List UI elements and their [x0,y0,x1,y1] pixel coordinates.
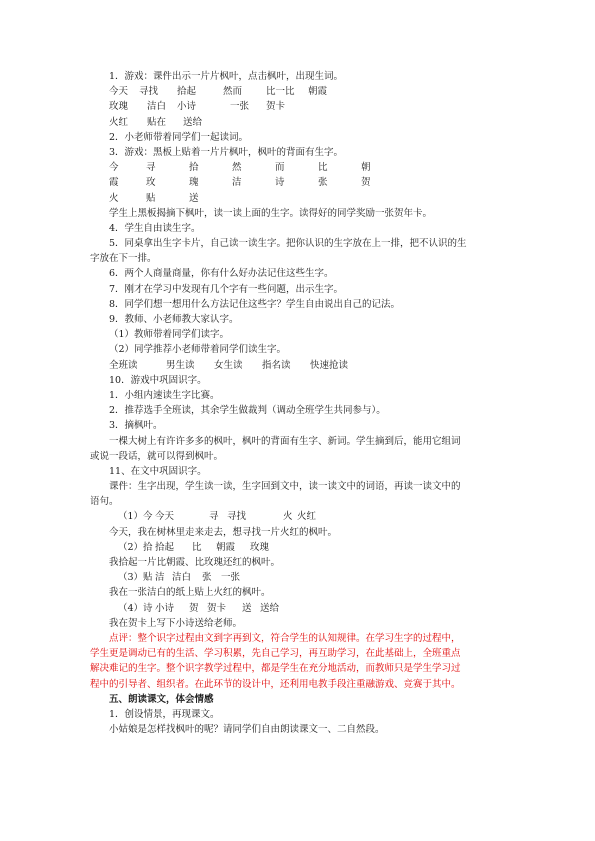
word: 火红 [109,116,129,128]
paragraph-line-1: 一棵大树上有许许多多的枫叶，枫叶的背面有生字、新词。学生摘到后，能用它组词 [109,435,461,447]
word: 比一比 [266,86,295,98]
group-word: 贺卡 [207,602,227,614]
group-word: （1）今 [118,511,153,523]
step-10-sub-3: 3．摘枫叶。 [109,420,163,432]
group-word: 洁白 [172,572,192,584]
reading-mode: 快速抢读 [310,359,349,371]
word: 然而 [223,86,243,98]
step-7: 7．刚才在学习中发现有几个字有一些问题，出示生字。 [109,283,344,295]
char: 诗 [275,177,285,189]
group-word: 小诗 [155,602,175,614]
word: 朝霞 [308,86,328,98]
char: 贴 [146,192,156,204]
group-1-row [90,509,510,524]
group-word: 送 [242,602,252,614]
word-row-1 [90,84,510,99]
section-5-question: 小姑娘是怎样找枫叶的呢？请同学们自由朗读课文一、二自然段。 [109,724,385,736]
step-5-line-1: 5．同桌拿出生字卡片，自己读一读生字。把你认识的生字放在上一排，把不认识的生 [109,238,467,250]
word: 寻找 [139,86,159,98]
char: 贺 [361,177,371,189]
group-word: 火 [283,511,293,523]
group-word: 拾起 [155,541,175,553]
word: 小诗 [177,101,197,113]
section-5-step-1: 1．创设情景，再现课文。 [109,708,220,720]
char-row-2 [90,175,510,190]
char-row-1 [90,160,510,175]
section-5-heading: 五、朗读课文，体会情感 [109,693,214,705]
group-word: 比 [192,541,202,553]
step-9-sub-1: （1）教师带着同学们读字。 [109,329,230,341]
group-word: 洁 [155,572,165,584]
group-word: 火红 [297,511,317,523]
group-word: 今天 [155,511,175,523]
comment-line-2: 学生更是调动已有的生活、学习积累，先自己学习，再互助学习，在此基础上，全班重点 [90,648,461,660]
char: 玫 [146,177,156,189]
reading-mode: 指名读 [262,359,291,371]
paragraph: 学生上黑板揭摘下枫叶，读一读上面的生字。读得好的同学奖励一张贺年卡。 [109,207,433,219]
word: 一张 [230,101,250,113]
char: 然 [232,162,242,174]
char: 霞 [109,177,119,189]
step-11: 11、在文中巩固识字。 [109,465,207,477]
group-2-row [90,540,510,555]
char: 张 [318,177,328,189]
group-word: 朝霞 [216,541,236,553]
word-row-2 [90,99,510,114]
group-4-row [90,601,510,616]
word: 今天 [109,86,129,98]
word-row-3 [90,115,510,130]
step-4: 4．学生自由读生字。 [109,222,201,234]
step-5-line-2: 字放在下一排。 [90,253,157,265]
step-3-heading: 3．游戏：黑板上贴着一片片枫叶，枫叶的背面有生字。 [109,146,344,158]
word: 洁白 [147,101,167,113]
comment-line-3: 解决难记的生字。整个识字教学过程中，都是学生在充分地活动，而教师只是学生学习过 [90,663,461,675]
char: 瑰 [189,177,199,189]
courseware-line-2: 语句。 [90,496,119,508]
step-10-sub-2: 2．推荐选手全班读，其余学生做裁判（调动全班学生共同参与）。 [109,405,386,417]
group-word: （4）诗 [118,602,153,614]
step-2: 2．小老师带着同学们一起读词。 [109,131,249,143]
group-word: （2）拾 [118,541,153,553]
courseware-line-1: 课件：生字出现，学生读一读，生字回到文中，读一读文中的词语，再读一读文中的 [109,481,461,493]
word: 贺卡 [266,101,286,113]
reading-mode: 男生读 [166,359,195,371]
group-word: 张 [202,572,212,584]
word: 拾起 [177,86,197,98]
reading-mode: 女生读 [214,359,243,371]
char: 寻 [146,162,156,174]
char: 拾 [189,162,199,174]
group-word: 玫瑰 [250,541,270,553]
group-2-sentence: 我拾起一片比朝霞、比玫瑰还红的枫叶。 [109,557,281,568]
group-word: 送给 [260,602,280,614]
reading-modes-row [90,358,510,373]
group-word: 寻找 [227,511,247,523]
char: 比 [318,162,328,174]
step-8: 8．同学们想一想用什么方法记住这些字？学生自由说出自己的记法。 [109,298,401,310]
paragraph-line-2: 或说一段话，就可以得到枫叶。 [90,450,224,462]
group-word: 一张 [221,572,241,584]
char: 送 [189,192,199,204]
char: 洁 [232,177,242,189]
char: 火 [109,192,119,204]
group-word: 贺 [189,602,199,614]
char: 朝 [361,162,371,174]
char-row-3 [90,191,510,206]
group-3-sentence: 我在一张洁白的纸上贴上火红的枫叶。 [109,587,271,599]
step-6: 6．两个人商量商量，你有什么好办法记住这些生字。 [109,268,334,280]
step-10-sub-1: 1．小组内速读生字比赛。 [109,389,220,401]
comment-line-1: 点评：整个识字过程由文到字再到文，符合学生的认知规律。在学习生字的过程中， [109,632,461,644]
word: 贴在 [147,116,167,128]
comment-line-4: 程中的引导者、组织者。在此环节的设计中，还利用电教手段注重融游戏、竞赛于其中。 [90,678,461,690]
char: 而 [275,162,285,174]
step-1-heading: 1．游戏：课件出示一片片枫叶，点击枫叶，出现生词。 [109,71,344,82]
group-1-sentence: 今天，我在树林里走来走去，想寻找一片火红的枫叶。 [109,526,338,538]
group-word: （3）贴 [118,572,153,584]
step-10: 10．游戏中巩固识字。 [109,374,207,386]
group-3-row [90,570,510,585]
char: 今 [109,162,119,174]
word: 玫瑰 [109,101,129,113]
reading-mode: 全班读 [109,359,138,371]
group-word: 寻 [209,511,219,523]
step-9: 9．教师、小老师教大家认字。 [109,314,239,325]
group-4-sentence: 我在贺卡上写下小诗送给老师。 [109,617,243,629]
step-9-sub-2: （2）同学推荐小老师带着同学们读生字。 [109,344,287,356]
word: 送给 [183,116,203,128]
lesson-content [90,69,510,737]
